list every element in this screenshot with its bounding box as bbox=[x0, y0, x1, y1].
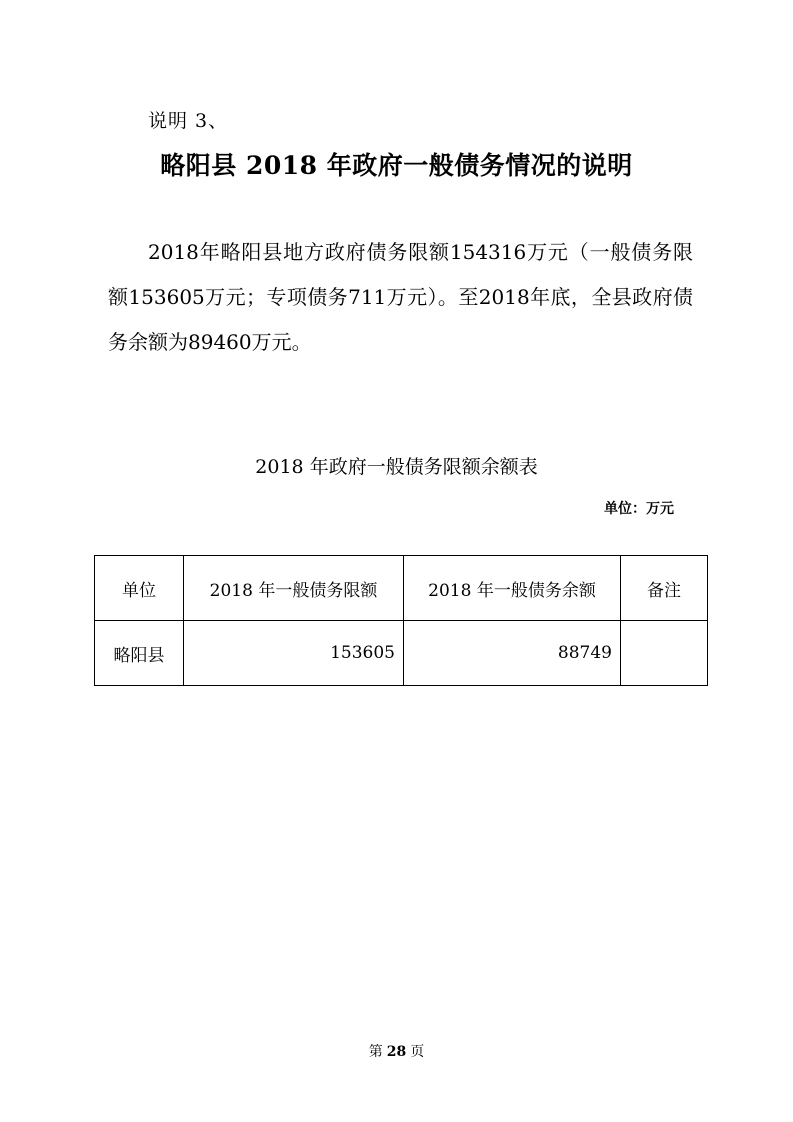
cell-debt-limit: 153605 bbox=[184, 621, 404, 686]
unit-label: 单位：万元 bbox=[604, 501, 674, 517]
page-prefix: 第 bbox=[368, 1044, 383, 1060]
header-unit: 单位 bbox=[95, 556, 184, 621]
page-suffix: 页 bbox=[410, 1044, 425, 1060]
table-row bbox=[95, 621, 708, 686]
document-title: 略阳县 2018 年政府一般债务情况的说明 bbox=[160, 151, 633, 180]
header-remark: 备注 bbox=[621, 556, 708, 621]
header-debt-limit: 2018 年一般债务限额 bbox=[184, 556, 404, 621]
page-value: 28 bbox=[386, 1044, 407, 1060]
body-paragraph: 2018年略阳县地方政府债务限额154316万元（一般债务限额153605万元；专项债务711万元）。至2018年底，全县政府债务余额为89460万元。 bbox=[108, 240, 693, 354]
table-title: 2018 年政府一般债务限额余额表 bbox=[255, 456, 538, 478]
cell-debt-balance: 88749 bbox=[404, 621, 621, 686]
header-debt-balance: 2018 年一般债务余额 bbox=[404, 556, 621, 621]
cell-remark bbox=[621, 621, 708, 686]
cell-unit: 略阳县 bbox=[95, 621, 184, 686]
note-label: 说明 3、 bbox=[148, 110, 229, 132]
debt-table bbox=[94, 555, 708, 686]
table-header-row bbox=[95, 556, 708, 621]
page-number bbox=[0, 1041, 793, 1061]
